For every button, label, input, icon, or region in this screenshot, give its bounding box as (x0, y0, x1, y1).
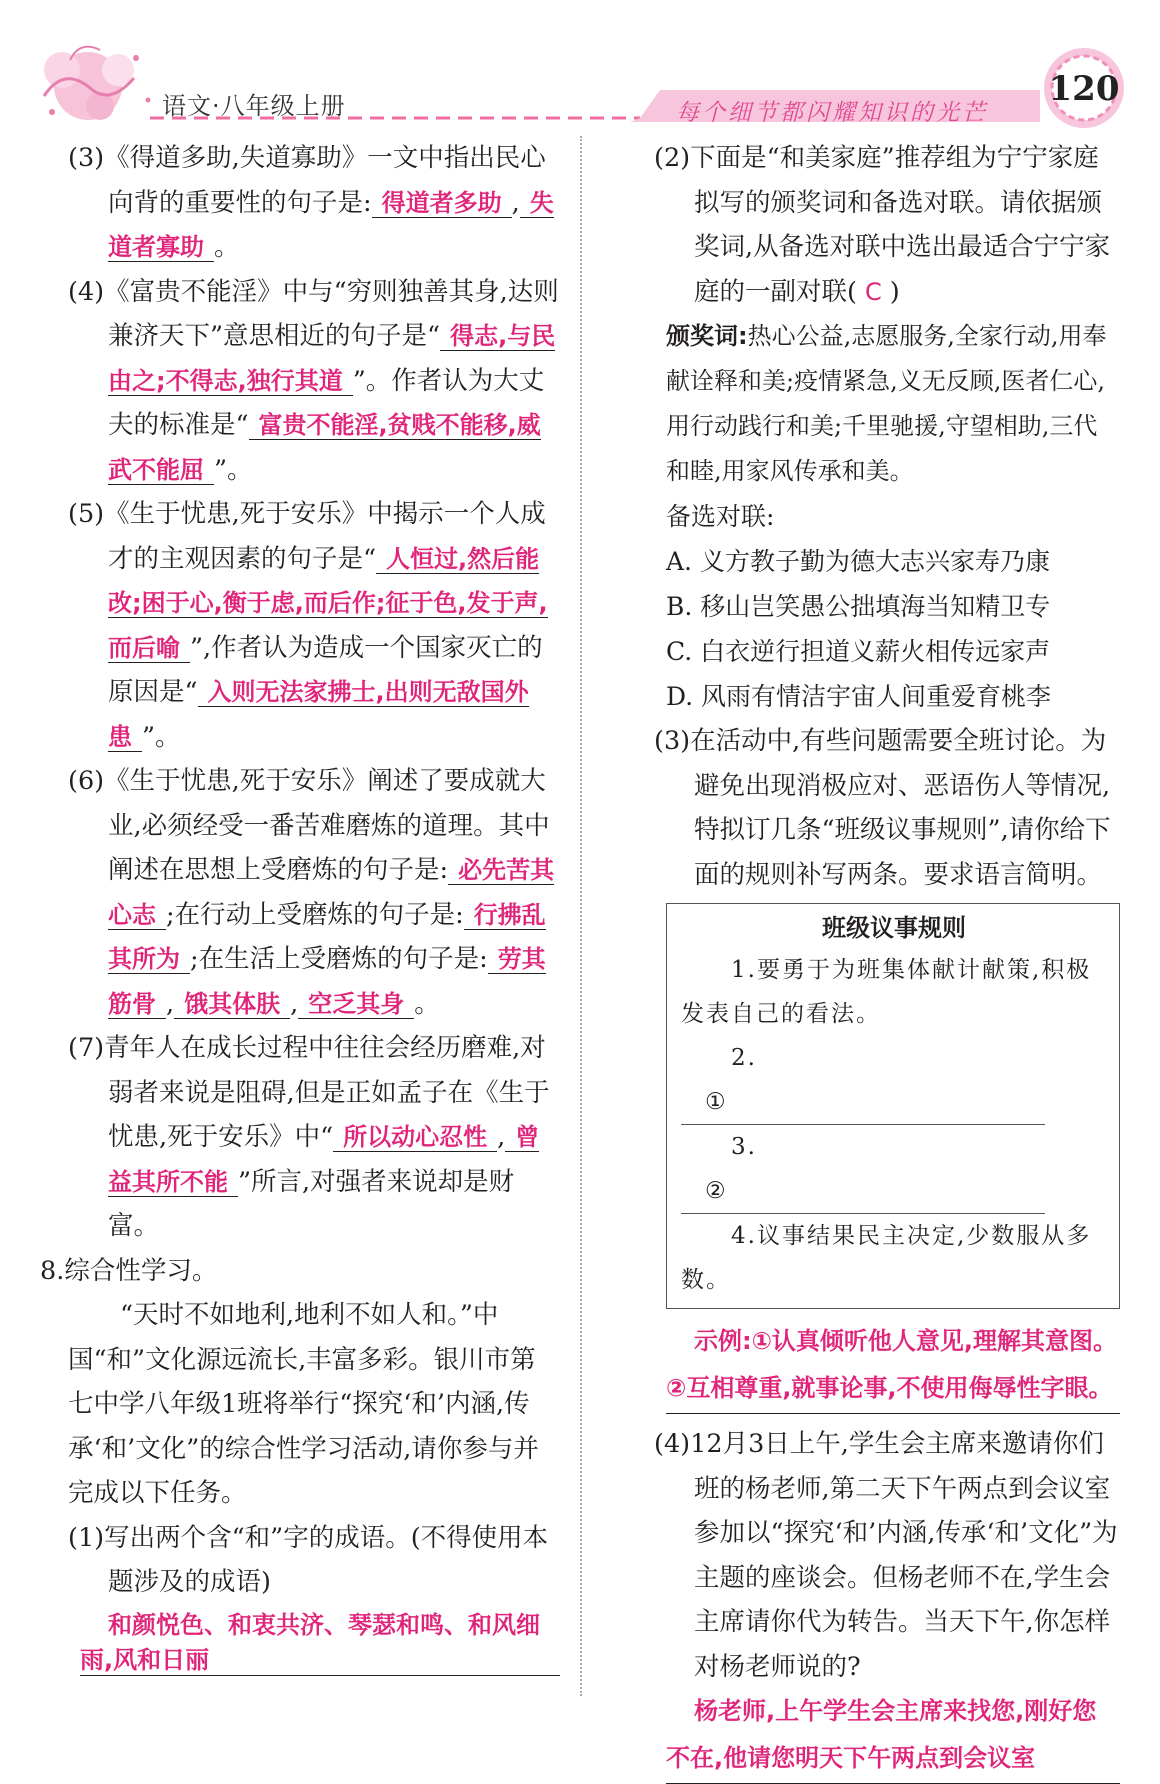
question-number: (7) (68, 1033, 105, 1063)
answer-blank: 曾益其所不能 (108, 1123, 540, 1196)
answer-blank: 人恒过,然后能改;困于心,衡于虑,而后作;征于色,发于声,而后喻 (108, 544, 548, 662)
question-number: (3) (68, 143, 105, 173)
question-number: (4) (654, 1429, 691, 1459)
question-text: ”。作者认为大丈夫的标准是“ (108, 365, 545, 440)
option-c: C. 白衣逆行担道义薪火相传远家声 (666, 637, 1051, 666)
question-8-2 (626, 136, 1120, 314)
answer-blank: 空乏其身 (298, 990, 414, 1019)
question-7 (40, 1026, 560, 1249)
rule-number: 3. (731, 1134, 757, 1160)
question-end: 。 (414, 988, 440, 1019)
question-text: 《生于忧患,死于安乐》中揭示一个人成才的主观因素的句子是“ (104, 499, 546, 574)
rule-blank: ① (681, 1080, 1045, 1125)
question-8-3 (626, 719, 1120, 897)
question-end: 。 (214, 232, 240, 262)
book-title: 语文·八年级上册 (162, 92, 346, 120)
rule-3 (681, 1125, 1107, 1214)
option-a: A. 义方教子勤为德大志兴家寿乃康 (666, 547, 1050, 576)
question-text: 青年人在成长过程中往往会经历磨难,对弱者来说是阻碍,但是正如孟子在《生于忧患,死于安乐》中“ (104, 1033, 550, 1152)
rule-blank: ② (681, 1169, 1045, 1214)
right-column (626, 136, 1120, 1784)
answer-blank: 行拂乱其所为 (108, 900, 546, 973)
rule-4: 4.议事结果民主决定,少数服从多数。 (681, 1223, 1092, 1293)
answer-text: 示例:①认真倾听他人意见,理解其意图。②互相尊重,就事论事,不使用侮辱性字眼。 (666, 1327, 1118, 1402)
question-number: (1) (68, 1522, 105, 1553)
answer-block (666, 1689, 1120, 1784)
answer-block (666, 1319, 1120, 1414)
answer-choice: C (864, 277, 882, 306)
question-text: ;在生活上受磨炼的句子是: (190, 944, 488, 974)
question-8-1 (40, 1516, 560, 1605)
question-text: ”所言,对强者来说却是财富。 (108, 1166, 515, 1241)
rule-2 (681, 1036, 1107, 1125)
answer-text: 和颜悦色、和衷共济、琴瑟和鸣、和风细雨,风和日丽 (80, 1610, 540, 1674)
answer-blank: 入则无法家拂士,出则无敌国外患 (108, 678, 529, 751)
column-divider (580, 136, 582, 1696)
rules-box (666, 903, 1120, 1309)
question-text: ;在行动上受磨炼的句子是: (166, 899, 464, 930)
question-number: (4) (68, 276, 105, 307)
header-motto: 每个细节都闪耀知识的光芒 (676, 100, 988, 126)
answer-blank: 得道者多助 (372, 189, 512, 218)
question-number: (5) (68, 499, 105, 529)
question-text: 写出两个含“和”字的成语。(不得使用本题涉及的成语) (104, 1522, 549, 1597)
question-end: ”。 (214, 454, 253, 485)
question-title: 综合性学习。 (64, 1255, 218, 1286)
page-number: 120 (1048, 69, 1120, 109)
award-text: 热心公益,志愿服务,全家行动,用奉献诠释和美;疫情紧急,义无反顾,医者仁心,用行动践行和美;千里驰援,守望相助,三代和睦,用家风传承和美。 (666, 322, 1107, 485)
question-5 (40, 492, 560, 759)
separator: , (166, 988, 175, 1019)
separator: , (497, 1122, 506, 1152)
question-end: ”。 (142, 721, 181, 752)
separator: , (511, 187, 520, 218)
answer-block (80, 1605, 560, 1676)
question-4 (40, 270, 560, 493)
question-text: 12月3日上午,学生会主席来邀请你们班的杨老师,第二天下午两点到会议室参加以“探究‘和’内涵,传承‘和’文化”为主题的座谈会。但杨老师不在,学生会主席请你代为转告。当天下午,你怎样对杨老师说的? (690, 1429, 1118, 1682)
answer-blank: 所以动心忍性 (333, 1123, 497, 1152)
answer-blank: 必先苦其心志 (108, 856, 555, 929)
answer-blank: 得志,与民由之;不得志,独行其道 (108, 322, 556, 395)
question-text: 《富贵不能淫》中与“穷则独善其身,达则兼济天下”意思相近的句子是“ (104, 276, 559, 351)
question-number: (2) (654, 143, 691, 173)
question-3 (40, 136, 560, 270)
rule-1: 1.要勇于为班集体献计献策,积极发表自己的看法。 (681, 957, 1092, 1027)
rule-number: 2. (731, 1045, 757, 1071)
option-b: B. 移山岂笑愚公拙填海当知精卫专 (666, 592, 1051, 621)
rules-title: 班级议事规则 (822, 914, 966, 942)
answer-blank: 富贵不能淫,贫贱不能移,威武不能屈 (108, 411, 541, 484)
question-end: ) (889, 276, 900, 307)
answer-blank: 劳其筋骨 (108, 945, 546, 1018)
question-number: 8. (40, 1255, 65, 1286)
question-8-4 (626, 1422, 1120, 1689)
question-number: (6) (68, 766, 105, 796)
flower-ornament-icon (44, 47, 151, 120)
question-6 (40, 759, 560, 1026)
question-text: 下面是“和美家庭”推荐组为宁宁家庭拟写的颁奖词和备选对联。请依据颁奖词,从备选对联中选出最适合宁宁家庭的一副对联( (690, 143, 1111, 307)
left-column (40, 136, 560, 1676)
award-speech (626, 314, 1120, 494)
question-8 (40, 1249, 560, 1294)
separator: , (290, 988, 299, 1019)
question-text: 《生于忧患,死于安乐》阐述了要成就大业,必须经受一番苦难磨炼的道理。其中阐述在思想上受磨炼的句子是: (104, 766, 550, 885)
answer-text: 杨老师,上午学生会主席来找您,刚好您不在,他请您明天下午两点到会议室 (666, 1697, 1097, 1772)
question-8-intro: “天时不如地利,地利不如人和。”中国“和”文化源远流长,丰富多彩。银川市第七中学八年级1班将举行“探究‘和’内涵,传承‘和’文化”的综合性学习活动,请你参与并完成以下任务。 (68, 1300, 539, 1508)
options-label: 备选对联: (666, 502, 775, 531)
question-text: 在活动中,有些问题需要全班讨论。为避免出现消极应对、恶语伤人等情况,特拟订几条“班级议事规则”,请你给下面的规则补写两条。要求语言简明。 (690, 726, 1111, 890)
answer-blank: 饿其体肤 (174, 990, 290, 1019)
page-header (0, 0, 1160, 140)
question-text: ”,作者认为造成一个国家灭亡的原因是“ (108, 632, 543, 707)
award-label: 颁奖词: (666, 322, 748, 350)
option-d: D. 风雨有情洁宇宙人间重爱育桃李 (666, 682, 1052, 711)
question-text: 《得道多助,失道寡助》一文中指出民心向背的重要性的句子是: (104, 143, 546, 218)
question-number: (3) (654, 726, 691, 756)
answer-blank: 失道者寡助 (108, 188, 554, 261)
